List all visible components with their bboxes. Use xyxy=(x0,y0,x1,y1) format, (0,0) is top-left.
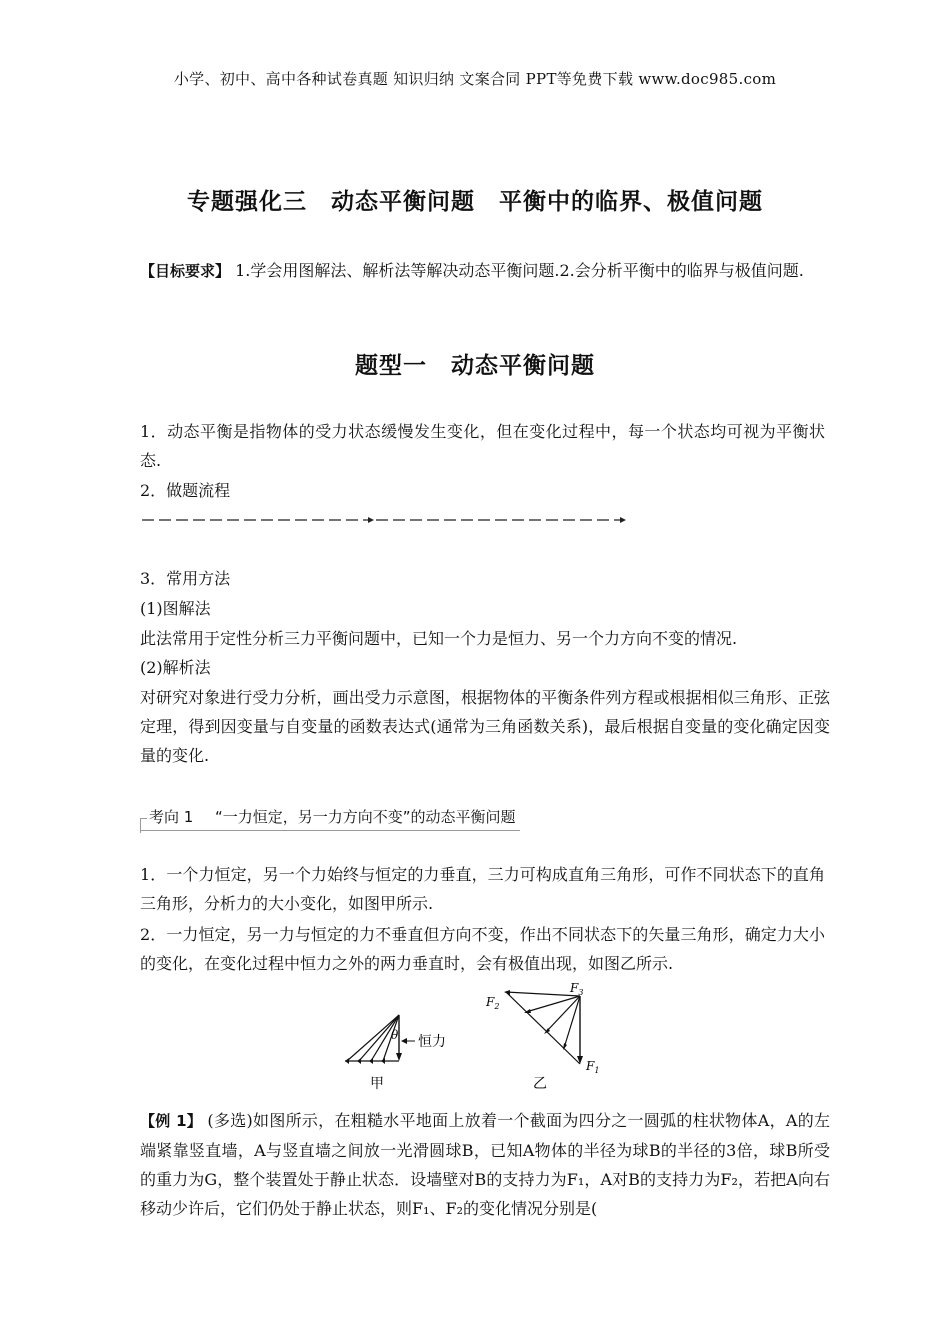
kaoxiang-paragraph-2: 2．一力恒定，另一力与恒定的力不垂直但方向不变，作出不同状态下的矢量三角形，确定力大小的变化，在变化过程中恒力之外的两力垂直时，会有极值出现，如图乙所示. xyxy=(140,925,825,973)
example-label: 【例 1】 xyxy=(140,1112,203,1130)
flow-arrow-2 xyxy=(620,517,626,523)
flow-arrow-1 xyxy=(368,517,374,523)
base-arrow-1 xyxy=(345,1058,349,1064)
paragraph-procedure: 2．做题流程 xyxy=(140,481,231,500)
kaoxiang-label: 考向 1 xyxy=(149,808,194,826)
base-arrow-4 xyxy=(381,1058,385,1064)
constant-force-pointer-head xyxy=(401,1038,407,1044)
example-tag: (多选) xyxy=(202,1111,253,1130)
kaoxiang-box xyxy=(140,804,520,831)
kaoxiang-bracket xyxy=(140,818,147,833)
figure-yi xyxy=(480,980,610,1095)
f1-label: $F_1$ xyxy=(586,1059,600,1075)
paragraph-methods: 3．常用方法 xyxy=(140,569,231,588)
figure-jia xyxy=(335,1005,465,1095)
constant-force-label: 恒力 xyxy=(418,1034,446,1050)
top-edge xyxy=(506,992,580,996)
goal-requirements xyxy=(140,256,825,286)
long-edge xyxy=(506,992,580,1064)
caption-yi: 乙 xyxy=(533,1076,547,1092)
base-arrow-2 xyxy=(357,1058,361,1064)
base-arrow-3 xyxy=(369,1058,373,1064)
section-heading: 题型一 动态平衡问题 xyxy=(355,353,595,379)
caption-jia: 甲 xyxy=(370,1076,384,1092)
arrow-f2 xyxy=(504,990,510,995)
goal-label: 【目标要求】 xyxy=(140,262,231,280)
method-1-title: (1)图解法 xyxy=(140,599,211,618)
flow-chart xyxy=(140,510,640,530)
page-title: 专题强化三 动态平衡问题 平衡中的临界、极值问题 xyxy=(187,189,763,215)
f3-label: $F_3$ xyxy=(570,981,584,997)
page-header: 小学、初中、高中各种试卷真题 知识归纳 文案合同 PPT等免费下载 www.doc985.com xyxy=(173,70,777,88)
method-2-title: (2)解析法 xyxy=(140,658,211,677)
method-1-text: 此法常用于定性分析三力平衡问题中，已知一个力是恒力、另一个力方向不变的情况. xyxy=(140,629,738,648)
kaoxiang-title: “一力恒定，另一力方向不变”的动态平衡问题 xyxy=(215,808,516,826)
theta-label: θ xyxy=(391,1028,399,1042)
example-1 xyxy=(140,1106,830,1223)
method-2-text: 对研究对象进行受力分析，画出受力示意图，根据物体的平衡条件列方程或根据相似三角形、正弦定理，得到因变量与自变量的函数表达式(通常为三角函数关系)，最后根据自变量的变化确定因变量的变化. xyxy=(140,688,830,765)
example-text: 如图所示，在粗糙水平地面上放着一个截面为四分之一圆弧的柱状物体A，A的左端紧靠竖直墙，A与竖直墙之间放一光滑圆球B，已知A物体的半径为球B的半径的3倍，球B所受的重力为G，整个装置处于静止状态．设墙壁对B的支持力为F₁，A对B的支持力为F₂，若把A向右移动少许后，它们仍处于静止状态，则F₁、F₂的变化情况分别是( xyxy=(140,1111,830,1218)
kaoxiang-paragraph-1: 1．一个力恒定，另一个力始终与恒定的力垂直，三力可构成直角三角形，可作不同状态下的直角三角形，分析力的大小变化，如图甲所示. xyxy=(140,865,825,913)
constant-force-arrow xyxy=(396,1053,402,1061)
f1-vector-arrow xyxy=(577,1056,583,1064)
paragraph-dynamic-equilibrium: 1．动态平衡是指物体的受力状态缓慢发生变化，但在变化过程中，每一个状态均可视为平衡状态. xyxy=(140,422,825,470)
goal-text: 1.学会用图解法、解析法等解决动态平衡问题.2.会分析平衡中的临界与极值问题. xyxy=(230,261,804,280)
f2-label: $F_2$ xyxy=(486,995,500,1011)
